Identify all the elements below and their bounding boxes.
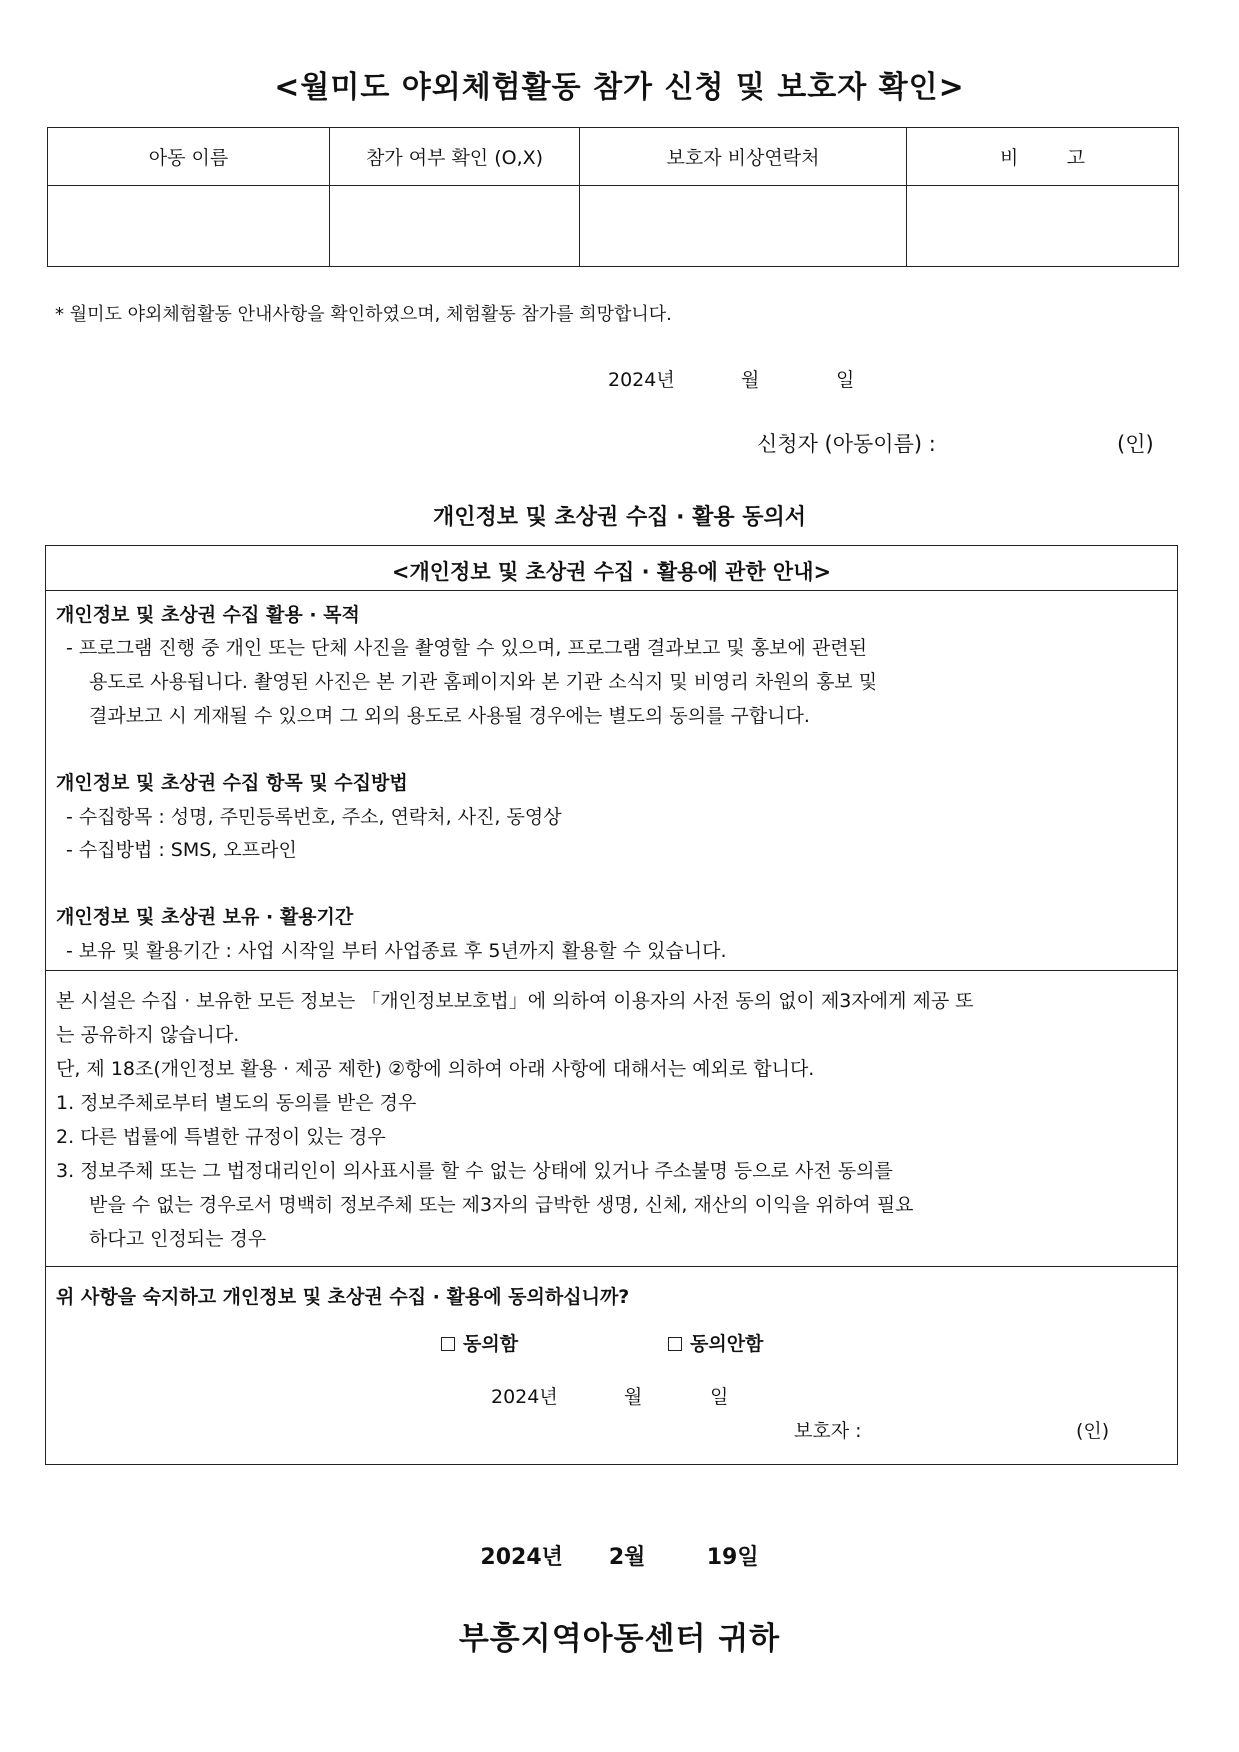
header-guardian-contact: 보호자 비상연락처 <box>580 128 907 186</box>
header-participation-check: 참가 여부 확인 (O,X) <box>330 128 580 186</box>
law-line: 는 공유하지 않습니다. <box>56 1024 240 1046</box>
law-line: 본 시설은 수집 · 보유한 모든 정보는 「개인정보보호법」에 의하여 이용자의 사전 동의 없이 제3자에게 제공 또 <box>56 990 974 1012</box>
disagree-label: 동의안함 <box>690 1333 764 1355</box>
purpose-line: - 프로그램 진행 중 개인 또는 단체 사진을 촬영할 수 있으며, 프로그램 결과보고 및 홍보에 관련된 <box>66 637 867 659</box>
addressee: 부흥지역아동센터 귀하 <box>458 1621 781 1657</box>
participation-note: * 월미도 야외체험활동 안내사항을 확인하였으며, 체험활동 참가를 희망합니다. <box>55 304 672 325</box>
submission-day: 19일 <box>706 1545 759 1570</box>
header-remarks: 비 고 <box>907 128 1179 186</box>
divider <box>46 970 1177 971</box>
law-line: 2. 다른 법률에 특별한 규정이 있는 경우 <box>56 1126 386 1148</box>
law-line: 1. 정보주체로부터 별도의 동의를 받은 경우 <box>56 1092 417 1114</box>
participation-table <box>47 127 1179 267</box>
divider <box>46 590 1177 591</box>
application-date-month: 월 <box>741 369 760 391</box>
guardian-label: 보호자 : <box>794 1420 862 1442</box>
consent-date-month: 월 <box>624 1386 643 1408</box>
child-name-cell[interactable] <box>48 186 330 267</box>
page-title: <월미도 야외체험활동 참가 신청 및 보호자 확인> <box>274 70 965 105</box>
items-heading: 개인정보 및 초상권 수집 항목 및 수집방법 <box>56 772 408 794</box>
law-line: 단, 제 18조(개인정보 활용 · 제공 제한) ②항에 의하여 아래 사항에 대해서는 예외로 합니다. <box>56 1058 815 1080</box>
consent-question: 위 사항을 숙지하고 개인정보 및 초상권 수집 · 활용에 동의하십니까? <box>56 1286 630 1308</box>
law-line: 하다고 인정되는 경우 <box>89 1228 267 1250</box>
guardian-contact-cell[interactable] <box>580 186 907 267</box>
purpose-heading: 개인정보 및 초상권 수집 활용 · 목적 <box>56 604 360 626</box>
items-line: - 수집방법 : SMS, 오프라인 <box>66 839 297 861</box>
application-date-year: 2024년 <box>608 369 675 391</box>
submission-month: 2월 <box>608 1545 646 1570</box>
consent-info-box <box>45 545 1178 1465</box>
applicant-seal: (인) <box>1117 432 1154 456</box>
consent-date-day: 일 <box>710 1386 729 1408</box>
submission-year: 2024년 <box>480 1545 563 1570</box>
submission-date <box>0 1540 1239 1571</box>
agree-checkbox[interactable] <box>441 1337 455 1351</box>
period-heading: 개인정보 및 초상권 보유 · 활용기간 <box>56 906 354 928</box>
agree-label: 동의함 <box>463 1333 519 1355</box>
disagree-option[interactable] <box>668 1329 763 1356</box>
purpose-line: 결과보고 시 게재될 수 있으며 그 외의 용도로 사용될 경우에는 별도의 동의를 구합니다. <box>89 705 810 727</box>
consent-date-year: 2024년 <box>491 1386 558 1408</box>
applicant-label: 신청자 (아동이름) : <box>757 432 936 456</box>
law-line: 받을 수 없는 경우로서 명백히 정보주체 또는 제3자의 급박한 생명, 신체, 재산의 이익을 위하여 필요 <box>89 1194 914 1216</box>
items-line: - 수집항목 : 성명, 주민등록번호, 주소, 연락처, 사진, 동영상 <box>66 806 562 828</box>
consent-info-header: <개인정보 및 초상권 수집 · 활용에 관한 안내> <box>391 560 832 584</box>
header-child-name: 아동 이름 <box>48 128 330 186</box>
agree-option[interactable] <box>441 1329 518 1356</box>
application-date-day: 일 <box>836 369 855 391</box>
disagree-checkbox[interactable] <box>668 1337 682 1351</box>
participation-check-cell[interactable] <box>330 186 580 267</box>
divider <box>46 1266 1177 1267</box>
purpose-line: 용도로 사용됩니다. 촬영된 사진은 본 기관 홈페이지와 본 기관 소식지 및 비영리 차원의 홍보 및 <box>89 671 878 693</box>
consent-form-title: 개인정보 및 초상권 수집 · 활용 동의서 <box>432 505 807 530</box>
remarks-cell[interactable] <box>907 186 1179 267</box>
law-line: 3. 정보주체 또는 그 법정대리인이 의사표시를 할 수 없는 상태에 있거나 주소불명 등으로 사전 동의를 <box>56 1160 893 1182</box>
participation-table-input-row <box>48 186 1179 267</box>
participation-table-header-row <box>48 128 1179 186</box>
guardian-seal: (인) <box>1076 1420 1110 1442</box>
period-line: - 보유 및 활용기간 : 사업 시작일 부터 사업종료 후 5년까지 활용할 수 있습니다. <box>66 940 727 962</box>
